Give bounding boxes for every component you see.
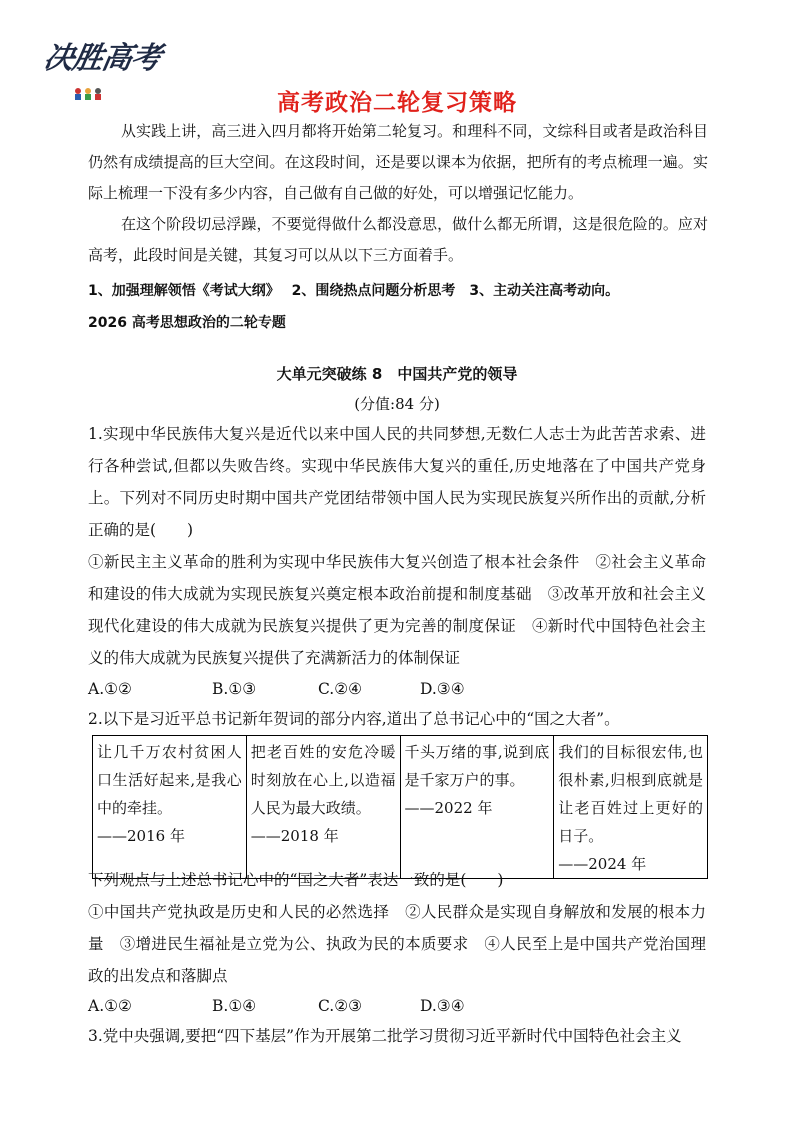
quote-text: 千头万绪的事,说到底是千家万户的事。 [404,743,550,789]
question-3-stem: 3.党中央强调,要把“四下基层”作为开展第二批学习贯彻习近平新时代中国特色社会主义 [88,1027,682,1045]
quote-cell [400,736,554,879]
score-note: (分值:84 分) [354,395,440,413]
quote-year: ——2016 年 [97,827,185,845]
question-2-statements: ①中国共产党执政是历史和人民的必然选择 ②人民群众是实现自身解放和发展的根本力量 ③增进民生福祉是立党为公、执政为民的本质要求 ④人民至上是中国共产党治国理政的出发点和落脚点 [88,903,706,985]
document-title: 高考政治二轮复习策略 [277,90,517,116]
intro-paragraph-1: 从实践上讲，高三进入四月都将开始第二轮复习。和理科不同，文综科目或者是政治科目仍然有成绩提高的巨大空间。在这段时间，还是要以课本为依据，把所有的考点梳理一遍。实际上梳理一下没有多少内容，自己做有自己做的好处，可以增强记忆能力。 [88,122,708,202]
quotes-table [92,735,708,879]
question-2-options [88,990,465,1022]
section-title: 大单元突破练 8 中国共产党的领导 [276,365,518,383]
intro-paragraph-2: 在这个阶段切忌浮躁，不要觉得做什么都没意思，做什么都无所谓，这是很危险的。应对高考，此段时间是关键，其复习可以从以下三方面着手。 [88,215,708,264]
logo-text: 决胜高考 [41,41,164,76]
option-b: B.①③ [212,680,257,698]
question-1-options [88,673,465,705]
quote-cell [554,736,708,879]
key-points: 1、加强理解领悟《考试大纲》 2、围绕热点问题分析思考 3、主动关注高考动向。 [88,283,620,299]
question-2-question: 下列观点与上述总书记心中的“国之大者”表达一致的是( ) [88,871,504,889]
quote-cell [93,736,247,879]
question-2-body [88,864,706,992]
option-c: C.②③ [318,997,363,1015]
quote-text: 把老百姓的安危冷暖时刻放在心上,以造福人民为最大政绩。 [250,743,396,817]
option-c: C.②④ [318,680,363,698]
quote-year: ——2018 年 [250,827,339,845]
question-1 [88,418,706,674]
quote-year: ——2022 年 [404,799,493,817]
question-1-statements: ①新民主主义革命的胜利为实现中华民族伟大复兴创造了根本社会条件 ②社会主义革命和建设的伟大成就为实现民族复兴奠定根本政治前提和制度基础 ③改革开放和社会主义现代化建设的伟大成就为民族复兴提供了更为完善的制度保证 ④新时代中国特色社会主义的伟大成就为民族复兴提供了充满新活力的体制保证 [88,553,706,667]
topic-heading: 2026 高考思想政治的二轮专题 [88,315,286,331]
question-2-stem: 2.以下是习近平总书记新年贺词的部分内容,道出了总书记心中的“国之大者”。 [88,710,620,728]
quote-text: 我们的目标很宏伟,也很朴素,归根到底就是让老百姓过上更好的日子。 [558,743,703,845]
option-b: B.①④ [212,997,257,1015]
option-a: A.①② [88,997,132,1015]
quote-text: 让几千万农村贫困人口生活好起来,是我心中的牵挂。 [97,743,242,817]
option-a: A.①② [88,680,132,698]
quote-cell [246,736,400,879]
question-1-stem: 1.实现中华民族伟大复兴是近代以来中国人民的共同梦想,无数仁人志士为此苦苦求索、进行各种尝试,但都以失败告终。实现中华民族伟大复兴的重任,历史地落在了中国共产党身上。下列对不同历史时期中国共产党团结带领中国人民为实现民族复兴所作出的贡献,分析正确的是( ) [88,425,706,539]
quote-year: ——2024 年 [558,855,647,873]
option-d: D.③④ [420,680,465,698]
table-row [93,736,708,879]
option-d: D.③④ [420,997,465,1015]
